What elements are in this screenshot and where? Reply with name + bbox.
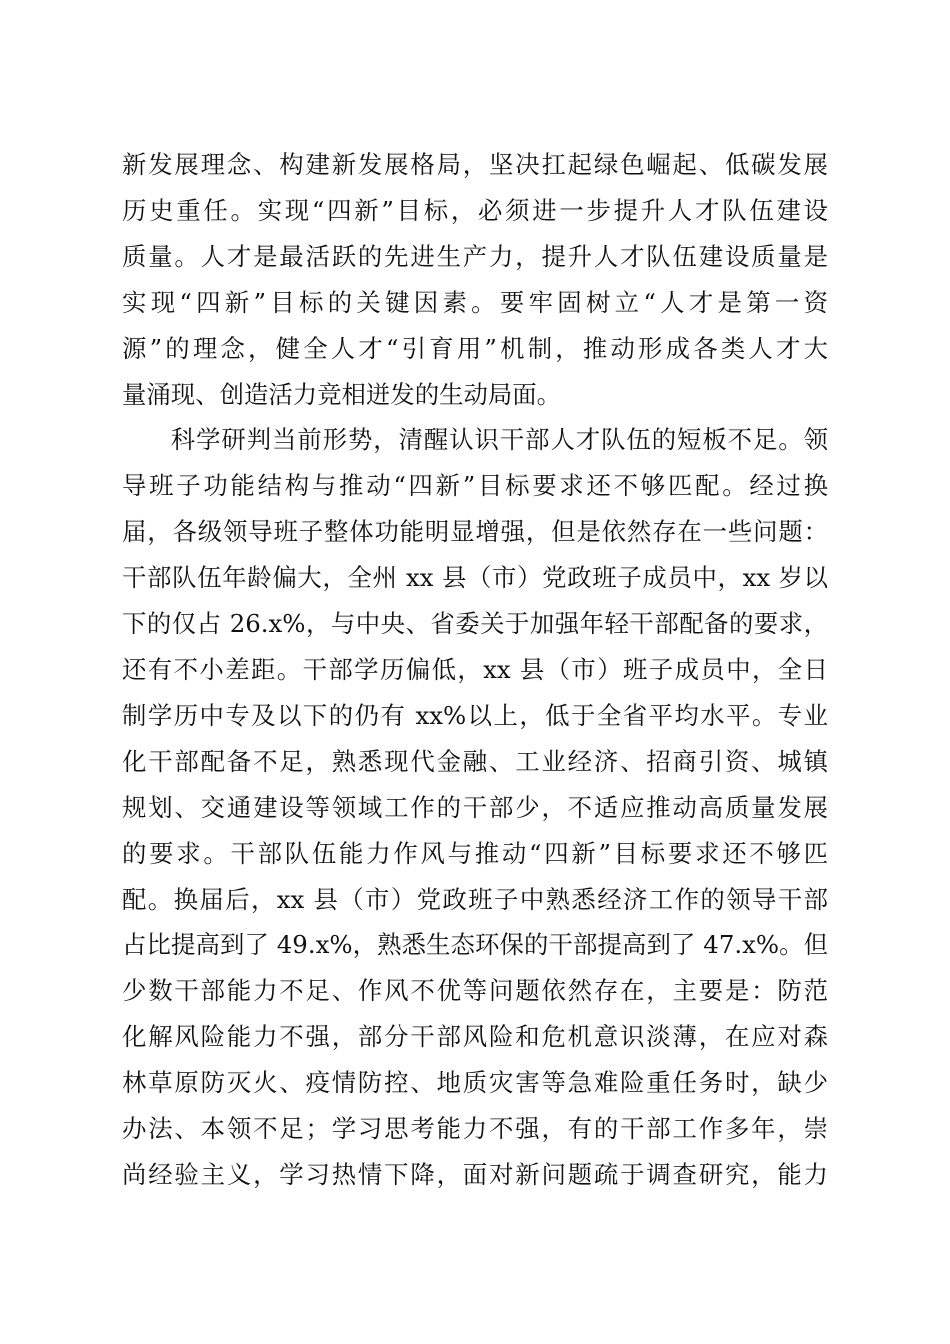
paragraph-1 xyxy=(122,142,828,417)
text-line: 化解风险能力不强，部分干部风险和危机意识淡薄，在应对森 xyxy=(122,1022,828,1052)
text-line: 届，各级领导班子整体功能明显增强，但是依然存在一些问题： xyxy=(122,517,828,547)
text-line: 占比提高到了 49.x%，熟悉生态环保的干部提高到了 47.x%。但 xyxy=(122,930,828,960)
text-line: 还有不小差距。干部学历偏低，xx 县（市）班子成员中，全日 xyxy=(122,654,828,684)
text-line: 办法、本领不足；学习思考能力不强，有的干部工作多年，崇 xyxy=(122,1114,828,1144)
text-line: 干部队伍年龄偏大，全州 xx 县（市）党政班子成员中，xx 岁以 xyxy=(122,563,828,593)
text-line: 林草原防灭火、疫情防控、地质灾害等急难险重任务时，缺少 xyxy=(122,1068,828,1098)
text-line: 质量。人才是最活跃的先进生产力，提升人才队伍建设质量是 xyxy=(122,241,828,271)
text-line: 下的仅占 26.x%，与中央、省委关于加强年轻干部配备的要求， xyxy=(122,609,828,639)
document-body xyxy=(122,142,828,1198)
text-line: 尚经验主义，学习热情下降，面对新问题疏于调查研究，能力 xyxy=(122,1159,828,1189)
text-line: 化干部配备不足，熟悉现代金融、工业经济、招商引资、城镇 xyxy=(122,746,828,776)
text-line: 配。换届后，xx 县（市）党政班子中熟悉经济工作的领导干部 xyxy=(122,884,828,914)
text-line: 历史重任。实现“四新”目标，必须进一步提升人才队伍建设 xyxy=(122,195,828,225)
text-line: 制学历中专及以下的仍有 xx%以上，低于全省平均水平。专业 xyxy=(122,700,828,730)
text-line: 的要求。干部队伍能力作风与推动“四新”目标要求还不够匹 xyxy=(122,838,828,868)
text-line: 科学研判当前形势，清醒认识干部人才队伍的短板不足。领 xyxy=(170,425,828,455)
text-line: 少数干部能力不足、作风不优等问题依然存在，主要是：防范 xyxy=(122,976,828,1006)
text-line: 规划、交通建设等领域工作的干部少，不适应推动高质量发展 xyxy=(122,792,828,822)
text-line: 实现“四新”目标的关键因素。要牢固树立“人才是第一资 xyxy=(122,287,828,317)
text-line: 源”的理念，健全人才“引育用”机制，推动形成各类人才大 xyxy=(122,333,828,363)
paragraph-2 xyxy=(122,417,828,1197)
text-line: 新发展理念、构建新发展格局，坚决扛起绿色崛起、低碳发展 xyxy=(122,150,828,179)
text-line: 量涌现、创造活力竞相迸发的生动局面。 xyxy=(122,379,562,409)
text-line: 导班子功能结构与推动“四新”目标要求还不够匹配。经过换 xyxy=(122,471,828,501)
